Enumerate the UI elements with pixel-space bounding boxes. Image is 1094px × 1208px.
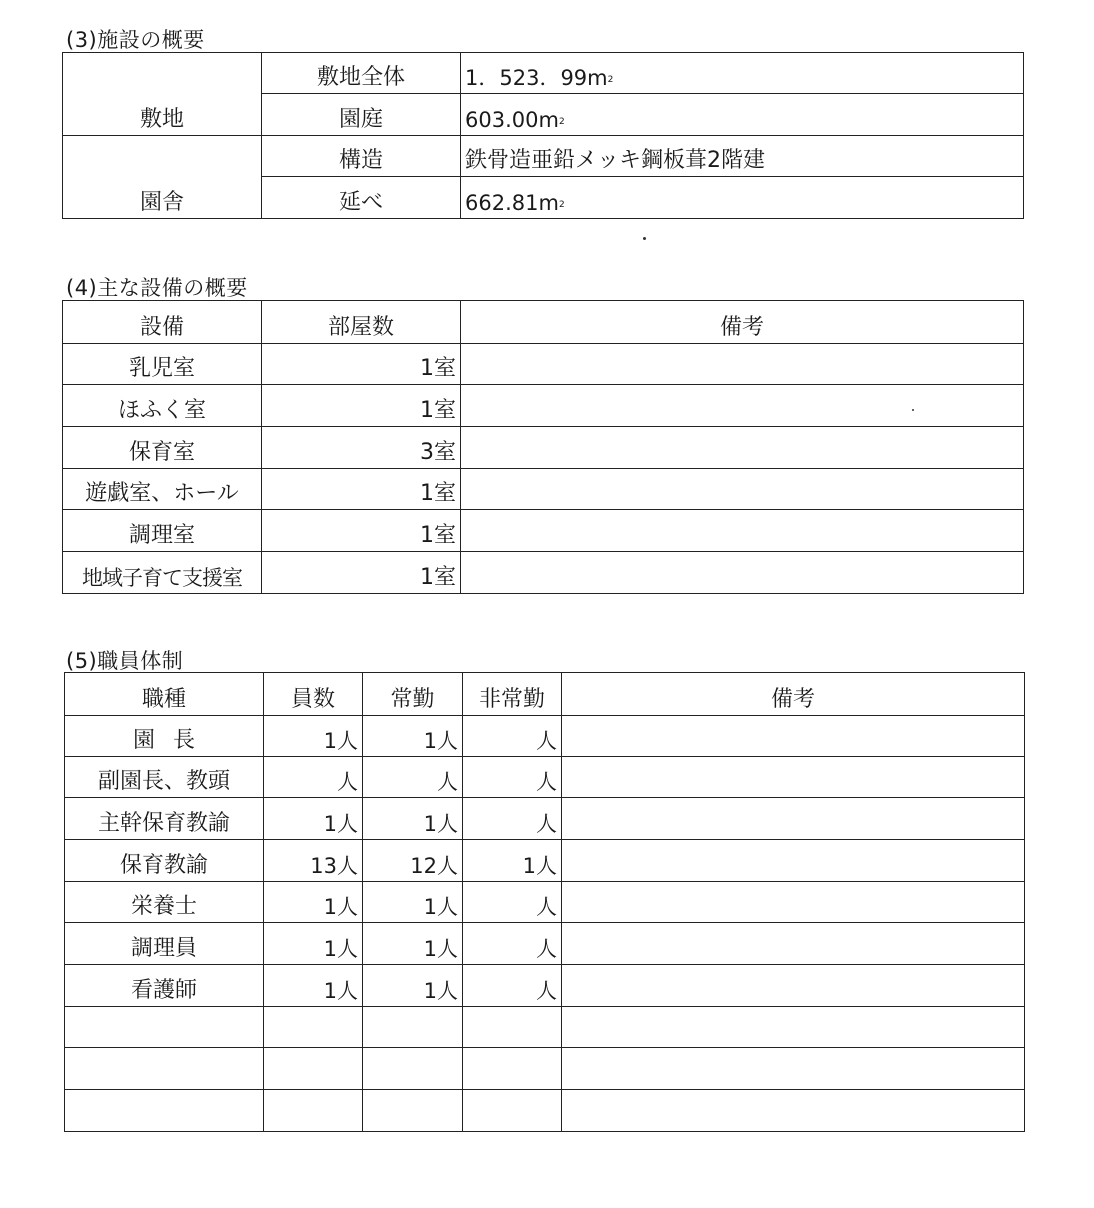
equipment-name: 保育室 xyxy=(63,427,262,469)
parttime-count: 人 xyxy=(463,882,562,923)
staff-table xyxy=(64,672,1025,1132)
total-count: 1人 xyxy=(264,965,363,1007)
table-row xyxy=(65,923,1025,965)
group-cell: 園舎 xyxy=(63,136,262,219)
equipment-name: ほふく室 xyxy=(63,385,262,427)
item-cell: 延べ xyxy=(262,177,461,219)
column-header: 設備 xyxy=(63,301,262,344)
staff-note xyxy=(562,923,1025,965)
room-count: 1室 xyxy=(262,344,461,385)
equipment-table xyxy=(62,300,1024,594)
equipment-name: 遊戯室、ホール xyxy=(63,469,262,510)
staff-note xyxy=(562,840,1025,882)
staff-note xyxy=(562,1090,1025,1132)
role-cell: 調理員 xyxy=(65,923,264,965)
fulltime-count: 1人 xyxy=(363,798,463,840)
facility-section-title: (3)施設の概要 xyxy=(66,28,205,52)
table-row xyxy=(65,882,1025,923)
total-count: 1人 xyxy=(264,923,363,965)
parttime-count xyxy=(463,1007,562,1048)
total-count xyxy=(264,1090,363,1132)
fulltime-count: 1人 xyxy=(363,716,463,757)
total-count: 人 xyxy=(264,757,363,798)
value-cell: 1．523．$99m^2$ xyxy=(461,53,1024,94)
staff-note xyxy=(562,1007,1025,1048)
equipment-name: 調理室 xyxy=(63,510,262,552)
table-row xyxy=(65,840,1025,882)
staff-note xyxy=(562,798,1025,840)
table-row xyxy=(65,1007,1025,1048)
room-count: 1室 xyxy=(262,510,461,552)
staff-section-title: (5)職員体制 xyxy=(66,649,184,673)
equipment-note xyxy=(461,469,1024,510)
parttime-count xyxy=(463,1048,562,1090)
fulltime-count: 1人 xyxy=(363,923,463,965)
column-header: 員数 xyxy=(264,673,363,716)
role-cell: 看護師 xyxy=(65,965,264,1007)
fulltime-count: 人 xyxy=(363,757,463,798)
column-header: 備考 xyxy=(562,673,1025,716)
role-cell xyxy=(65,1090,264,1132)
item-cell: 構造 xyxy=(262,136,461,177)
parttime-count: 人 xyxy=(463,716,562,757)
table-row xyxy=(65,716,1025,757)
facility-table xyxy=(62,52,1024,219)
value-cell: $603.00m^2$ xyxy=(461,94,1024,136)
total-count: 1人 xyxy=(264,716,363,757)
parttime-count: 1人 xyxy=(463,840,562,882)
role-cell: 副園長、教頭 xyxy=(65,757,264,798)
item-cell: 園庭 xyxy=(262,94,461,136)
equipment-note xyxy=(461,552,1024,594)
equipment-section-title: (4)主な設備の概要 xyxy=(66,276,248,300)
table-row xyxy=(65,965,1025,1007)
staff-note xyxy=(562,716,1025,757)
fulltime-count xyxy=(363,1048,463,1090)
parttime-count: 人 xyxy=(463,798,562,840)
staff-note xyxy=(562,757,1025,798)
table-header-row xyxy=(63,301,1024,344)
table-row xyxy=(63,552,1024,594)
parttime-count: 人 xyxy=(463,923,562,965)
equipment-note xyxy=(461,510,1024,552)
column-header: 常勤 xyxy=(363,673,463,716)
total-count: 1人 xyxy=(264,798,363,840)
fulltime-count: 1人 xyxy=(363,882,463,923)
room-count: 1室 xyxy=(262,385,461,427)
column-header: 職種 xyxy=(65,673,264,716)
equipment-note xyxy=(461,344,1024,385)
value-cell: $662.81m^2$ xyxy=(461,177,1024,219)
scan-speck xyxy=(643,237,646,240)
table-row xyxy=(65,757,1025,798)
column-header: 非常勤 xyxy=(463,673,562,716)
value-cell: 鉄骨造亜鉛メッキ鋼板葺2階建 xyxy=(461,136,1024,177)
room-count: 3室 xyxy=(262,427,461,469)
total-count: 13人 xyxy=(264,840,363,882)
fulltime-count: 1人 xyxy=(363,965,463,1007)
parttime-count xyxy=(463,1090,562,1132)
fulltime-count xyxy=(363,1007,463,1048)
staff-note xyxy=(562,882,1025,923)
total-count xyxy=(264,1048,363,1090)
table-row xyxy=(65,1048,1025,1090)
table-row xyxy=(65,1090,1025,1132)
total-count: 1人 xyxy=(264,882,363,923)
role-cell: 園長 xyxy=(65,716,264,757)
table-row xyxy=(63,53,1024,94)
role-cell: 保育教諭 xyxy=(65,840,264,882)
table-row xyxy=(65,798,1025,840)
fulltime-count xyxy=(363,1090,463,1132)
table-row xyxy=(63,469,1024,510)
table-row xyxy=(63,385,1024,427)
table-row xyxy=(63,510,1024,552)
fulltime-count: 12人 xyxy=(363,840,463,882)
table-row xyxy=(63,344,1024,385)
column-header: 備考 xyxy=(461,301,1024,344)
parttime-count: 人 xyxy=(463,965,562,1007)
column-header: 部屋数 xyxy=(262,301,461,344)
staff-note xyxy=(562,1048,1025,1090)
equipment-name: 地域子育て支援室 xyxy=(63,552,262,594)
table-row xyxy=(63,427,1024,469)
table-header-row xyxy=(65,673,1025,716)
item-cell: 敷地全体 xyxy=(262,53,461,94)
table-row xyxy=(63,136,1024,177)
equipment-note xyxy=(461,385,1024,427)
role-cell xyxy=(65,1048,264,1090)
room-count: 1室 xyxy=(262,552,461,594)
equipment-note xyxy=(461,427,1024,469)
role-cell: 主幹保育教諭 xyxy=(65,798,264,840)
group-cell: 敷地 xyxy=(63,53,262,136)
role-cell: 栄養士 xyxy=(65,882,264,923)
parttime-count: 人 xyxy=(463,757,562,798)
room-count: 1室 xyxy=(262,469,461,510)
equipment-name: 乳児室 xyxy=(63,344,262,385)
staff-note xyxy=(562,965,1025,1007)
total-count xyxy=(264,1007,363,1048)
scan-speck xyxy=(912,409,914,411)
role-cell xyxy=(65,1007,264,1048)
